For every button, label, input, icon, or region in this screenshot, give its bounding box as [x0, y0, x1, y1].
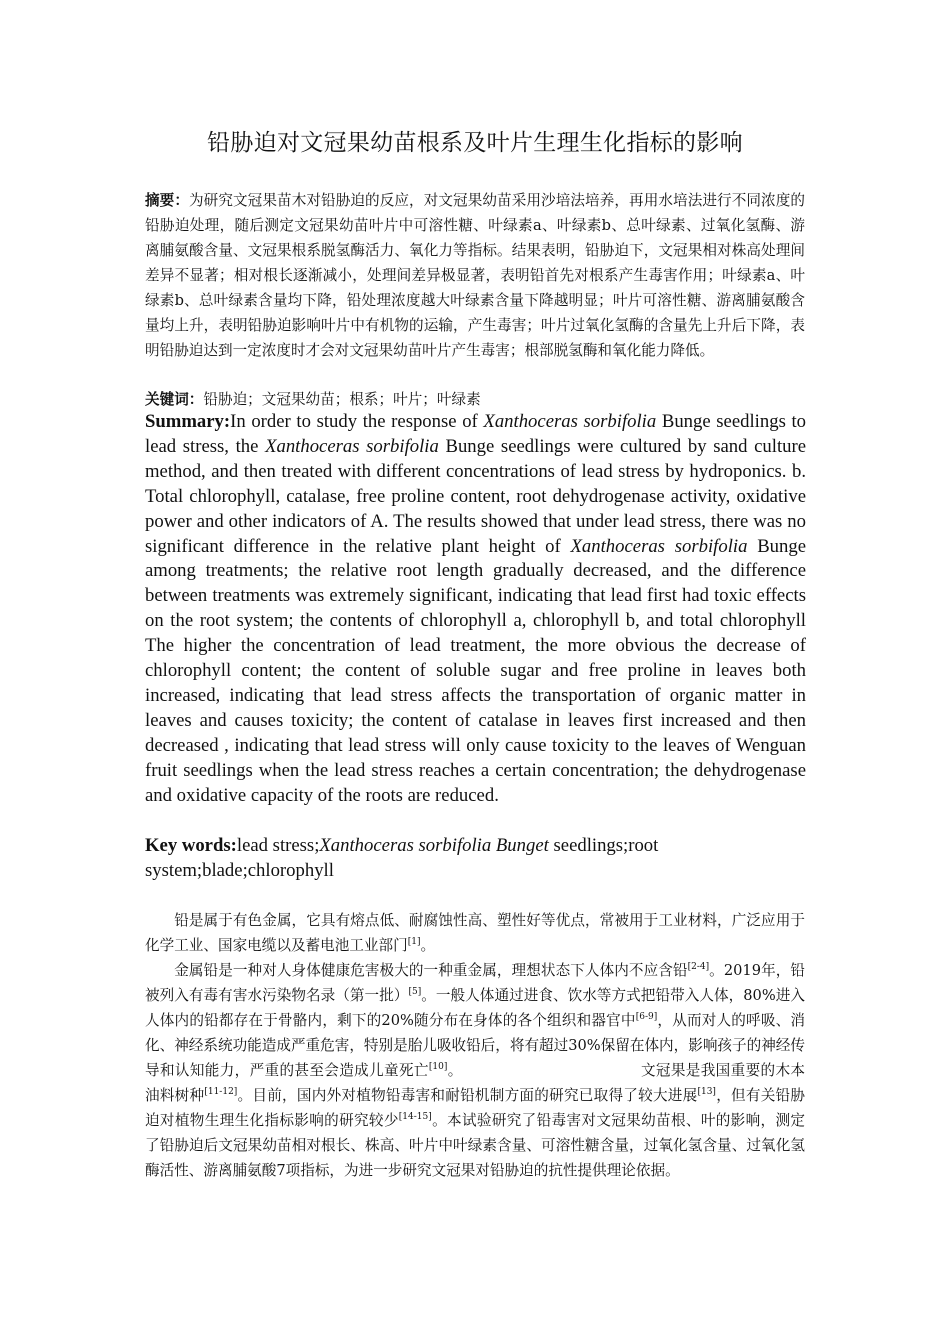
- body-paragraph-2-text-c: 。一般人体通过进食、饮水等方式把铅带入人体，80%进入人体内的铅都存在于骨骼内，剩下的20%随分布在身体的各个组织和器官中: [145, 987, 805, 1029]
- english-keywords-text-1: lead stress;: [236, 835, 320, 856]
- body-paragraph-2-text-a: 金属铅是一种对人身体健康危害极大的一种重金属，理想状态下人体内不应含铅: [174, 962, 688, 979]
- chinese-abstract-label: 摘要：: [145, 192, 190, 209]
- citation: [10]: [428, 1062, 448, 1072]
- citation: [14-15]: [398, 1112, 432, 1122]
- body-paragraph-2-text-h: ，但有关铅胁迫对植物生理生化指标影响的研究较少: [145, 1087, 805, 1129]
- english-abstract-text-1: In order to study the response of: [230, 411, 484, 432]
- chinese-keywords-text: 铅胁迫；文冠果幼苗；根系；叶片；叶绿素: [203, 391, 481, 408]
- paper-title: 铅胁迫对文冠果幼苗根系及叶片生理生化指标的影响: [207, 130, 743, 156]
- species-name-2: Xanthoceras sorbifolia: [265, 435, 439, 457]
- citation: [5]: [408, 987, 422, 997]
- body-paragraph-2-text-e: 。: [447, 1062, 463, 1079]
- body-paragraph-2: [145, 958, 805, 1183]
- english-keywords-label: Key words:: [145, 835, 237, 856]
- chinese-abstract-text: 为研究文冠果苗木对铅胁迫的反应，对文冠果幼苗采用沙培法培养，再用水培法进行不同浓度的铅胁迫处理，随后测定文冠果幼苗叶片中可溶性糖、叶绿素a、叶绿素b、总叶绿素、过氧化氢酶、游离脯氨酸含量、文冠果根系脱氢酶活力、氧化力等指标。结果表明，铅胁迫下，文冠果相对株高处理间差异不显著；相对根长逐渐减小，处理间差异极显著，表明铅首先对根系产生毒害作用；叶绿素a、叶绿素b、总叶绿素含量均下降，铅处理浓度越大叶绿素含量下降越明显；叶片可溶性糖、游离脯氨酸含量均上升，表明铅胁迫影响叶片中有机物的运输，产生毒害；叶片过氧化氢酶的含量先上升后下降，表明铅胁迫达到一定浓度时才会对文冠果幼苗叶片产生毒害；根部脱氢酶和氧化能力降低。: [145, 192, 805, 359]
- english-abstract-text-3: Bunge seedlings were cultured by sand culture method, and then treated with different concentrations of lead stress by hydroponics. b. Total chlorophyll, catalase, free proline content, root dehydrogenase activity, oxidative power and other indicators of A. The results showed that under lead stress, there was no significant difference in the relative plant height of: [145, 435, 807, 557]
- species-name-3: Xanthoceras sorbifolia: [570, 535, 748, 557]
- chinese-abstract: [145, 188, 805, 363]
- body-text: [145, 908, 805, 1183]
- english-keywords-text-2: seedlings;root system;blade;chlorophyll: [145, 835, 659, 881]
- body-paragraph-2-text-f: 文冠果是我国重要的木本油料树种: [145, 1062, 805, 1104]
- body-paragraph-1: [145, 908, 805, 958]
- body-paragraph-2-text-d: ，从而对人的呼吸、消化、神经系统功能造成严重危害，特别是胎儿吸收铅后，将有超过30%保留在体内，影响孩子的神经传导和认知能力，严重的甚至会造成儿童死亡: [145, 1012, 805, 1079]
- body-paragraph-1-end: 。: [420, 937, 436, 954]
- english-abstract: [145, 410, 806, 809]
- citation: [1]: [407, 937, 421, 947]
- citation: [13]: [697, 1087, 716, 1097]
- english-keywords: [145, 834, 705, 884]
- body-paragraph-2-text-g: 。目前，国内外对植物铅毒害和耐铅机制方面的研究已取得了较大进展: [237, 1087, 698, 1104]
- english-keywords-species: Xanthoceras sorbifolia Bunget: [319, 835, 549, 856]
- english-abstract-text-2: Bunge seedlings to lead stress, the: [145, 411, 807, 457]
- chinese-keywords: [145, 387, 805, 412]
- citation: [6-9]: [635, 1012, 658, 1022]
- body-paragraph-2-text-b: 。2019年，铅被列入有毒有害水污染物名录（第一批）: [145, 962, 805, 1004]
- body-paragraph-1-text: 铅是属于有色金属，它具有熔点低、耐腐蚀性高、塑性好等优点，常被用于工业材料，广泛应用于化学工业、国家电缆以及蓄电池工业部门: [145, 912, 805, 954]
- body-paragraph-2-text-i: 。本试验研究了铅毒害对文冠果幼苗根、叶的影响，测定了铅胁迫后文冠果幼苗相对根长、株高、叶片中叶绿素含量、可溶性糖含量，过氧化氢含量、过氧化氢酶活性、游离脯氨酸7项指标，为进一步研究文冠果对铅胁迫的抗性提供理论依据。: [145, 1112, 805, 1179]
- english-abstract-label: Summary:: [145, 411, 231, 432]
- species-name-1: Xanthoceras sorbifolia: [483, 411, 657, 432]
- english-abstract-text-4: Bunge among treatments; the relative root length gradually decreased, and the difference between treatments was extremely significant, indicating that lead first had toxic effects on the root system; the contents of chlorophyll a, chlorophyll b, and total chlorophyll The higher the concentration of lead treatment, the more obvious the decrease of chlorophyll content; the content of soluble sugar and free proline in leaves both increased, indicating that lead stress affects the transportation of organic matter in leaves and causes toxicity; the content of catalase in leaves first increased and then decreased , indicating that lead stress will only cause toxicity to the leaves of Wenguan fruit seedlings when the lead stress reaches a certain concentration; the dehydrogenase and oxidative capacity of the roots are reduced.: [145, 535, 806, 806]
- chinese-keywords-label: 关键词：: [145, 391, 204, 408]
- citation: [11-12]: [204, 1087, 238, 1097]
- citation: [2-4]: [687, 962, 710, 972]
